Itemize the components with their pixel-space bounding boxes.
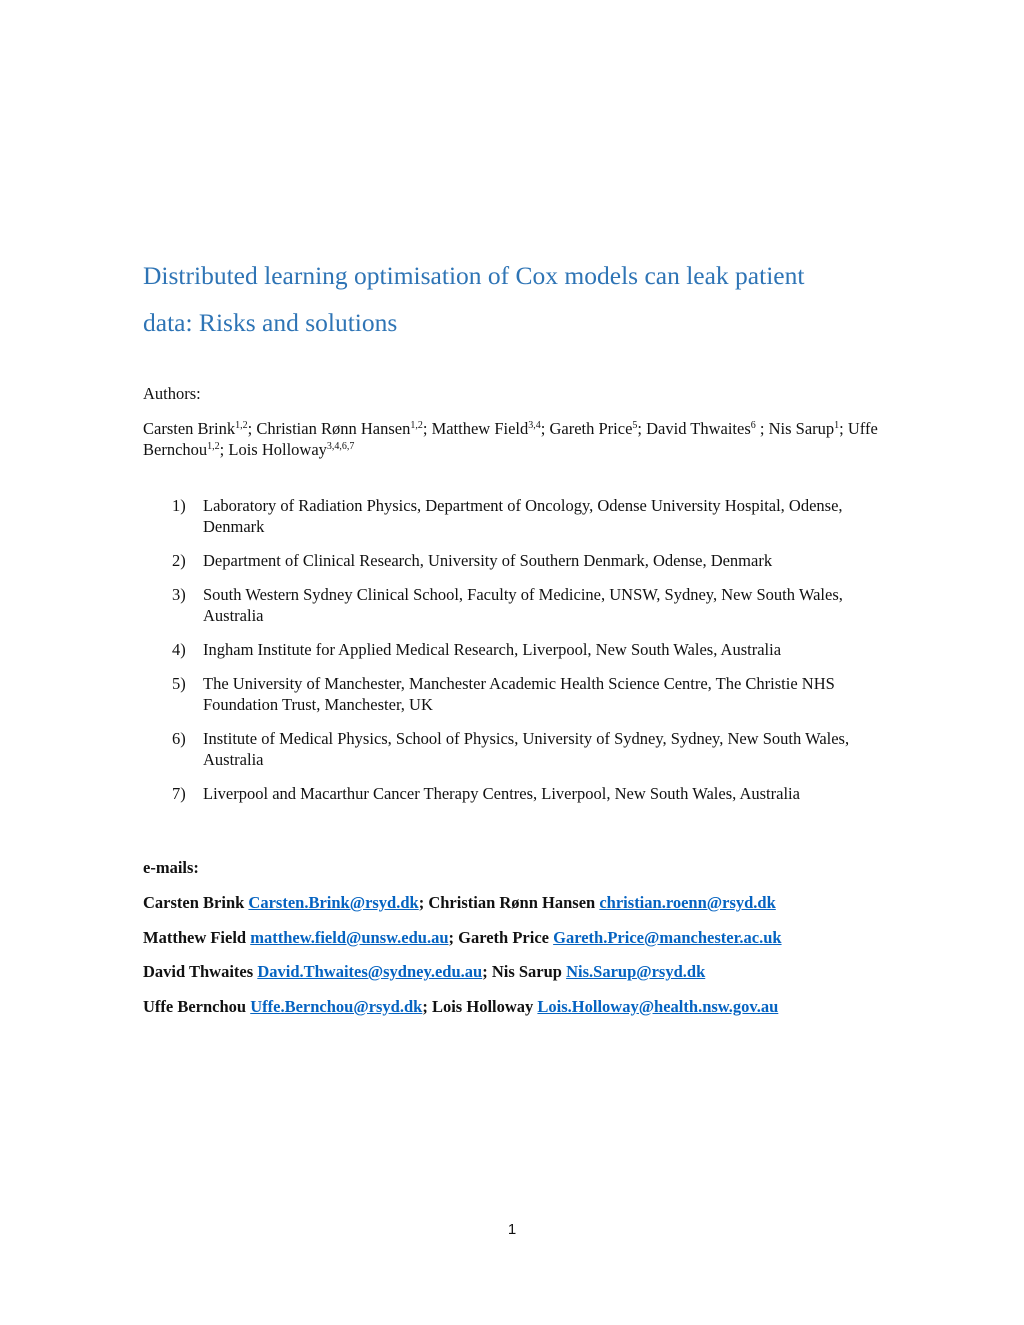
email-link[interactable]: Carsten.Brink@rsyd.dk [248, 893, 419, 912]
author-separator: ; [247, 419, 257, 438]
paper-title-line-2: data: Risks and solutions [143, 308, 398, 337]
email-separator: ; [422, 996, 432, 1016]
author-separator: ; [839, 419, 848, 438]
affiliation-number: 2) [172, 551, 186, 570]
author-affiliation-sup: 6 [750, 420, 756, 431]
email-person-name: David Thwaites [143, 962, 254, 981]
affiliation-text: South Western Sydney Clinical School, Faculty of Medicine, UNSW, Sydney, New South Wales, Australia [203, 585, 843, 625]
email-person-name: Nis Sarup [491, 962, 562, 981]
author-affiliation-sup: 3,4 [528, 420, 541, 431]
affiliation-item [143, 783, 903, 804]
author-separator: ; [637, 419, 647, 438]
author-name: Nis Sarup [768, 419, 835, 438]
affiliation-text: Ingham Institute for Applied Medical Research, Liverpool, New South Wales, Australia [203, 640, 782, 659]
email-separator: ; [418, 893, 429, 912]
email-person-name: Lois Holloway [431, 996, 534, 1016]
author-separator: ; [755, 419, 769, 438]
email-line [143, 996, 943, 1017]
author-separator: ; [540, 419, 550, 438]
email-separator: ; [448, 927, 459, 947]
email-person-name: Matthew Field [143, 927, 247, 947]
author-affiliation-sup: 1 [834, 420, 840, 431]
affiliation-text: Laboratory of Radiation Physics, Department of Oncology, Odense University Hospital, Odense, Denmark [203, 496, 843, 536]
email-person-name: Christian Rønn Hansen [428, 893, 596, 912]
affiliation-number: 5) [172, 674, 186, 693]
affiliation-list [143, 495, 903, 817]
emails-heading: e-mails: [143, 858, 199, 877]
affiliation-item [143, 639, 903, 660]
affiliation-item [143, 584, 903, 626]
author-separator: ; [219, 440, 229, 459]
affiliation-text: Department of Clinical Research, University of Southern Denmark, Odense, Denmark [203, 551, 773, 570]
author-affiliation-sup: 5 [632, 420, 638, 431]
page-number: 1 [507, 1221, 517, 1238]
affiliation-number: 7) [172, 784, 186, 803]
author-name: Lois Holloway [228, 440, 327, 459]
email-link[interactable]: Uffe.Bernchou@rsyd.dk [250, 996, 423, 1016]
affiliation-number: 6) [172, 729, 186, 748]
email-line [143, 961, 943, 982]
email-separator: ; [482, 962, 492, 981]
author-list [143, 418, 883, 460]
email-person-name: Carsten Brink [143, 893, 245, 912]
email-person-name: Gareth Price [458, 927, 549, 947]
author-affiliation-sup: 1,2 [207, 441, 220, 452]
affiliation-number: 4) [172, 640, 186, 659]
author-name: Carsten Brink [143, 419, 236, 438]
author-separator: ; [422, 419, 432, 438]
paper-title-line-1: Distributed learning optimisation of Cox models can leak patient [143, 261, 805, 290]
author-name: David Thwaites [646, 419, 751, 438]
email-link[interactable]: David.Thwaites@sydney.edu.au [257, 962, 483, 981]
paper-title [143, 252, 903, 346]
email-person-name: Uffe Bernchou [143, 996, 247, 1016]
author-name: Matthew Field [431, 419, 529, 438]
email-link[interactable]: Lois.Holloway@health.nsw.gov.au [537, 996, 779, 1016]
author-name: Uffe Bernchou [143, 419, 878, 459]
affiliation-number: 3) [172, 585, 186, 604]
affiliation-item [143, 550, 903, 571]
author-affiliation-sup: 3,4,6,7 [326, 441, 355, 452]
affiliation-text: Institute of Medical Physics, School of Physics, University of Sydney, Sydney, New South Wales, Australia [203, 729, 850, 769]
affiliation-text: The University of Manchester, Manchester Academic Health Science Centre, The Christie NHS Foundation Trust, Manchester, UK [203, 674, 835, 714]
affiliation-item [143, 673, 903, 715]
email-list [143, 892, 943, 1030]
email-link[interactable]: matthew.field@unsw.edu.au [250, 927, 449, 947]
email-link[interactable]: christian.roenn@rsyd.dk [599, 893, 776, 912]
email-line [143, 892, 943, 913]
author-name: Christian Rønn Hansen [256, 419, 411, 438]
affiliation-number: 1) [172, 496, 186, 515]
author-name: Gareth Price [549, 419, 633, 438]
authors-label: Authors: [143, 384, 201, 403]
affiliation-item [143, 495, 903, 537]
affiliation-item [143, 728, 903, 770]
author-affiliation-sup: 1,2 [235, 420, 248, 431]
email-link[interactable]: Gareth.Price@manchester.ac.uk [553, 927, 782, 947]
email-line [143, 927, 943, 948]
email-link[interactable]: Nis.Sarup@rsyd.dk [566, 962, 706, 981]
author-affiliation-sup: 1,2 [410, 420, 423, 431]
affiliation-text: Liverpool and Macarthur Cancer Therapy Centres, Liverpool, New South Wales, Australia [203, 784, 800, 803]
